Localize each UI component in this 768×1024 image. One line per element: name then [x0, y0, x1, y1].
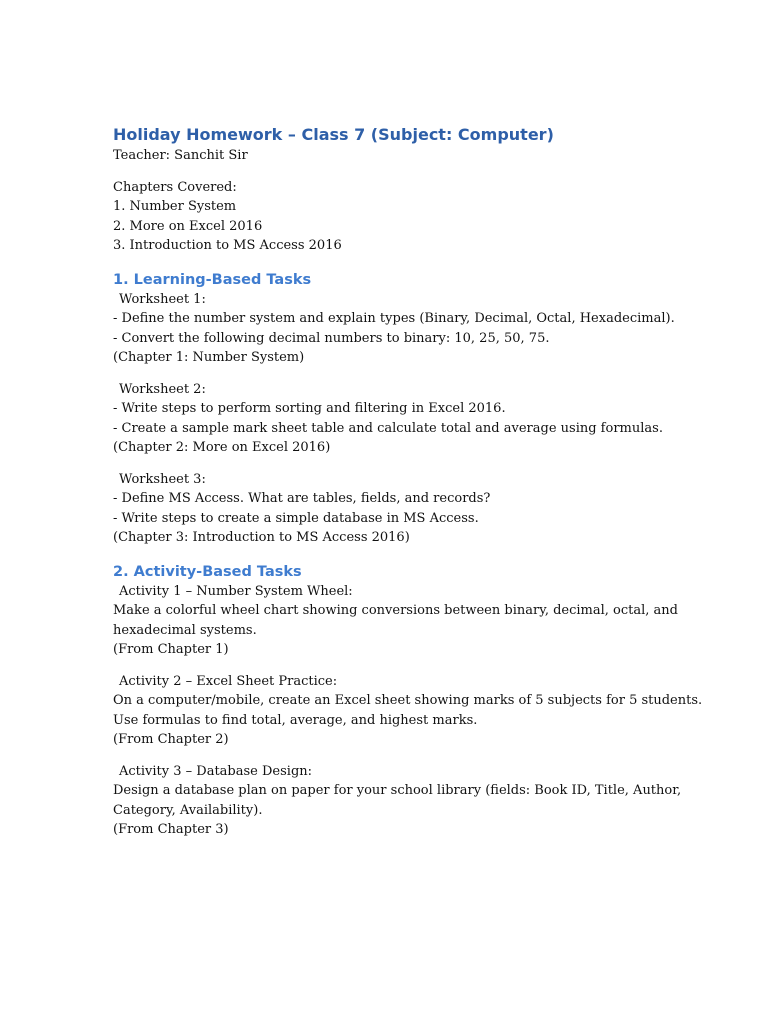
chapters-heading: Chapters Covered:: [113, 179, 237, 195]
activity-tasks-heading: 2. Activity-Based Tasks: [113, 563, 302, 580]
activity-3-label: Activity 3 – Database Design:: [119, 763, 313, 779]
activity-2-line: Use formulas to find total, average, and highest marks.: [113, 712, 478, 728]
activity-1-line: hexadecimal systems.: [113, 622, 257, 638]
activity-2-label: Activity 2 – Excel Sheet Practice:: [119, 673, 338, 689]
activity-2-chapter: (From Chapter 2): [113, 732, 229, 747]
worksheet-2-label: Worksheet 2:: [119, 381, 206, 397]
activity-1-chapter: (From Chapter 1): [113, 642, 229, 657]
worksheet-1-line: - Convert the following decimal numbers to binary: 10, 25, 50, 75.: [113, 330, 550, 346]
teacher-line: Teacher: Sanchit Sir: [113, 148, 248, 163]
worksheet-1-line: - Define the number system and explain types (Binary, Decimal, Octal, Hexadecimal).: [113, 311, 675, 326]
activity-2-line: On a computer/mobile, create an Excel sheet showing marks of 5 subjects for 5 students.: [113, 693, 703, 708]
worksheet-3-label: Worksheet 3:: [119, 471, 206, 487]
document-page: [113, 124, 703, 840]
worksheet-2-line: - Create a sample mark sheet table and calculate total and average using formulas.: [113, 420, 663, 436]
document-title: Holiday Homework – Class 7 (Subject: Computer): [113, 125, 554, 144]
activity-1-line: Make a colorful wheel chart showing conversions between binary, decimal, octal, and: [113, 603, 678, 618]
activity-3-line: Design a database plan on paper for your school library (fields: Book ID, Title, Author,: [113, 783, 682, 798]
worksheet-2-chapter: (Chapter 2: More on Excel 2016): [113, 440, 331, 455]
worksheet-3-line: - Write steps to create a simple database in MS Access.: [113, 510, 479, 526]
chapter-item: 2. More on Excel 2016: [113, 218, 263, 234]
activity-3-chapter: (From Chapter 3): [113, 822, 229, 837]
chapter-item: 1. Number System: [113, 199, 237, 214]
activity-1-label: Activity 1 – Number System Wheel:: [119, 583, 353, 599]
worksheet-3-line: - Define MS Access. What are tables, fields, and records?: [113, 491, 491, 506]
worksheet-2-line: - Write steps to perform sorting and filtering in Excel 2016.: [113, 401, 506, 416]
chapter-item: 3. Introduction to MS Access 2016: [113, 238, 342, 253]
learning-tasks-heading: 1. Learning-Based Tasks: [113, 271, 312, 288]
worksheet-1-label: Worksheet 1:: [119, 291, 206, 307]
worksheet-3-chapter: (Chapter 3: Introduction to MS Access 2016): [113, 530, 410, 545]
activity-3-line: Category, Availability).: [113, 802, 263, 818]
worksheet-1-chapter: (Chapter 1: Number System): [113, 350, 305, 365]
